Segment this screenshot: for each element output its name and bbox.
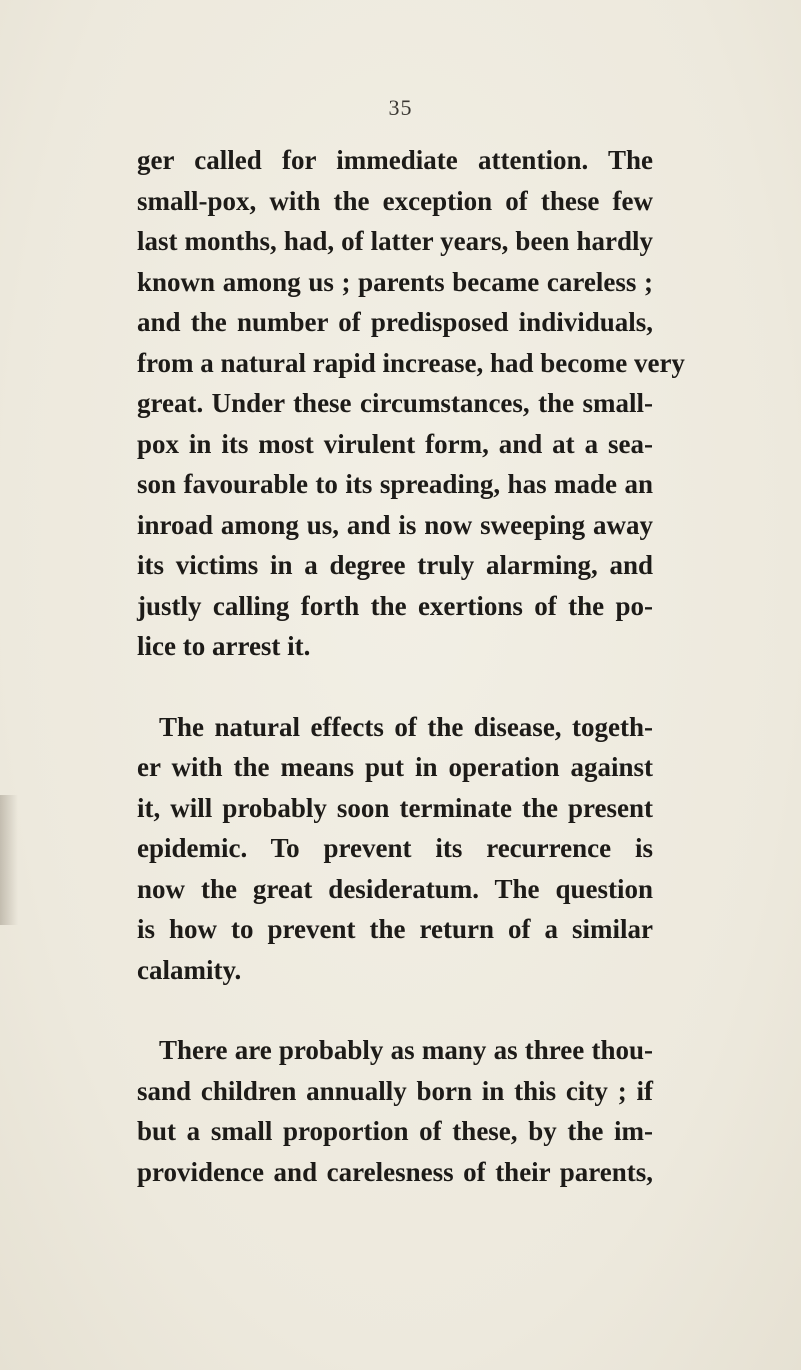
text-line: er with the means put in operation against xyxy=(137,752,653,782)
text-line: it, will probably soon terminate the present xyxy=(137,792,653,823)
text-line: its victims in a degree truly alarming, and xyxy=(137,550,653,580)
text-line: justly calling forth the exertions of the po- xyxy=(137,590,653,621)
text-line: There are probably as many as three thou- xyxy=(159,1035,653,1065)
text-line: is how to prevent the return of a similar xyxy=(137,914,653,944)
text-line: last months, had, of latter years, been hardly xyxy=(137,226,653,256)
text-line: great. Under these circumstances, the small- xyxy=(137,388,653,418)
text-line: pox in its most virulent form, and at a sea- xyxy=(137,428,653,459)
text-line: The natural effects of the disease, togeth- xyxy=(159,711,653,742)
text-line: ger called for immediate attention. The xyxy=(137,145,653,175)
text-line: calamity. xyxy=(137,954,242,985)
paragraph-2 xyxy=(137,707,653,991)
text-line: and the number of predisposed individuals, xyxy=(137,307,653,337)
text-line: providence and carelesness of their parents, xyxy=(137,1156,653,1187)
binding-shadow xyxy=(0,795,18,925)
text-line: known among us ; parents became careless ; xyxy=(137,266,653,297)
text-line: epidemic. To prevent its recurrence is xyxy=(137,833,653,863)
text-line: but a small proportion of these, by the im- xyxy=(137,1116,653,1146)
text-line: from a natural rapid increase, had become very xyxy=(137,347,685,378)
text-line: son favourable to its spreading, has made an xyxy=(137,469,653,499)
text-line: sand children annually born in this city ; if xyxy=(137,1075,653,1106)
paragraph-3 xyxy=(137,1030,653,1192)
paragraph-1 xyxy=(137,140,685,667)
text-line: now the great desideratum. The question xyxy=(137,873,653,904)
body-text xyxy=(137,140,685,1192)
paragraph-gap xyxy=(137,667,653,707)
text-line: small-pox, with the exception of these few xyxy=(137,185,653,216)
text-line: lice to arrest it. xyxy=(137,631,311,661)
text-line: inroad among us, and is now sweeping away xyxy=(137,509,653,540)
paragraph-gap xyxy=(137,990,653,1030)
page-number: 35 xyxy=(388,95,413,120)
